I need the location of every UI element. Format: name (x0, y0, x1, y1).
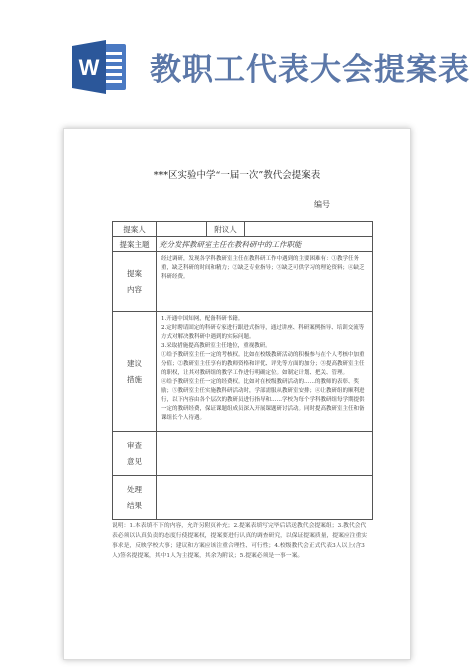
advice-line: 3.采取措施提高教研室主任地位，重视教研。 (161, 343, 271, 349)
notes-text: 说明：1.本表填不下的内容，允许另附页补充；2.提案表填写完毕后话送教代会提案组；3.教代会代表必须以认真负责的态度行使提案权，提案要进行认真的调查研究，以保证提案质量，提案应注重实事求是，反映学校大事；建议和方案应该注重合理性、可行性；4.校级教代会正式代表3人以上(含3人)签名提提案，其中1人为主提案，其余为附议；5.提案必须是一事一案。 (112, 523, 368, 559)
advice-line: 1.开通中国知网，配备科研书籍。 (161, 316, 244, 322)
topic-label: 提案主题 (113, 237, 157, 252)
result-value[interactable] (157, 476, 373, 520)
review-label (113, 432, 157, 476)
topic-row (113, 237, 373, 252)
proposal-label-line-2: 内容 (127, 284, 142, 294)
document-page (63, 128, 411, 660)
review-label-line-2: 意见 (127, 456, 142, 466)
result-label-line-1: 处理 (127, 484, 142, 494)
result-label (113, 476, 157, 520)
proposer-label: 提案人 (113, 222, 157, 237)
document-title: ***区实验中学“一届一次”教代会提案表 (153, 170, 321, 181)
proposal-form-table (112, 221, 373, 520)
word-document-icon (72, 38, 128, 96)
advice-content (157, 312, 373, 432)
advice-label (113, 312, 157, 432)
advice-label-line-1: 建议 (127, 358, 142, 368)
proposer-row (113, 222, 373, 237)
advice-line: 2.定时聘请固定的科研专家进行跟进式指导，通过讲座、科研案例指导、培训交流等方式对解决教科研中遇到的实际问题。 (161, 325, 365, 340)
proposal-label-line-1: 提案 (127, 268, 142, 278)
review-value[interactable] (157, 432, 373, 476)
advice-line: ④给予教研室主任一定的经费权。比如对在校级教研活动的……的教师的表彰、奖励；⑤教研室主任实施教科研活动时，学部需服从教研室安排；④让教研组的顺利进行，以下内容由各个层次的教研员进行指导和……学校为每个学科教研组每学期提供一定的教研经费，保证课题组成员深入开展课题研讨活动。同时提高教研室主任和备课组长个人待遇。 (161, 379, 365, 421)
advice-line: ①给予教研室主任一定的考核权。比如在校级教研活动的积极参与在个人考核中加重分值；②教研室主任享有的教师资格和评优、评先等方面的加分；③提高教研室主任的职权，让其对教研组的教学工作进行明确定位。如制定计划、把关、管理。 (161, 352, 365, 376)
notes (112, 521, 372, 561)
review-row (113, 432, 373, 476)
result-row (113, 476, 373, 520)
banner-title: 教职工代表大会提案表 (150, 52, 470, 88)
serial-number-label: 编号 (314, 200, 330, 209)
seconder-label: 附议人 (207, 222, 245, 237)
proposal-row (113, 252, 373, 312)
review-label-line-1: 审查 (127, 440, 142, 450)
seconder-value[interactable] (245, 222, 373, 237)
result-label-line-2: 结果 (127, 500, 142, 510)
advice-row (113, 312, 373, 432)
proposal-content-label (113, 252, 157, 312)
topic-value: 充分发挥教研室主任在教科研中的工作职能 (157, 237, 373, 252)
advice-label-line-2: 措施 (127, 374, 142, 384)
proposal-content-text: 经过调研，发现各学科教研室主任在教科研工作中遇到的主要困难有：①教学任务重，缺乏科研的时间和精力；②缺乏专业指导；③缺乏可供学习的理论资料；④缺乏科研经费。 (157, 252, 373, 312)
logo-letter: W (78, 55, 100, 80)
proposer-value[interactable] (157, 222, 207, 237)
banner (0, 0, 474, 118)
